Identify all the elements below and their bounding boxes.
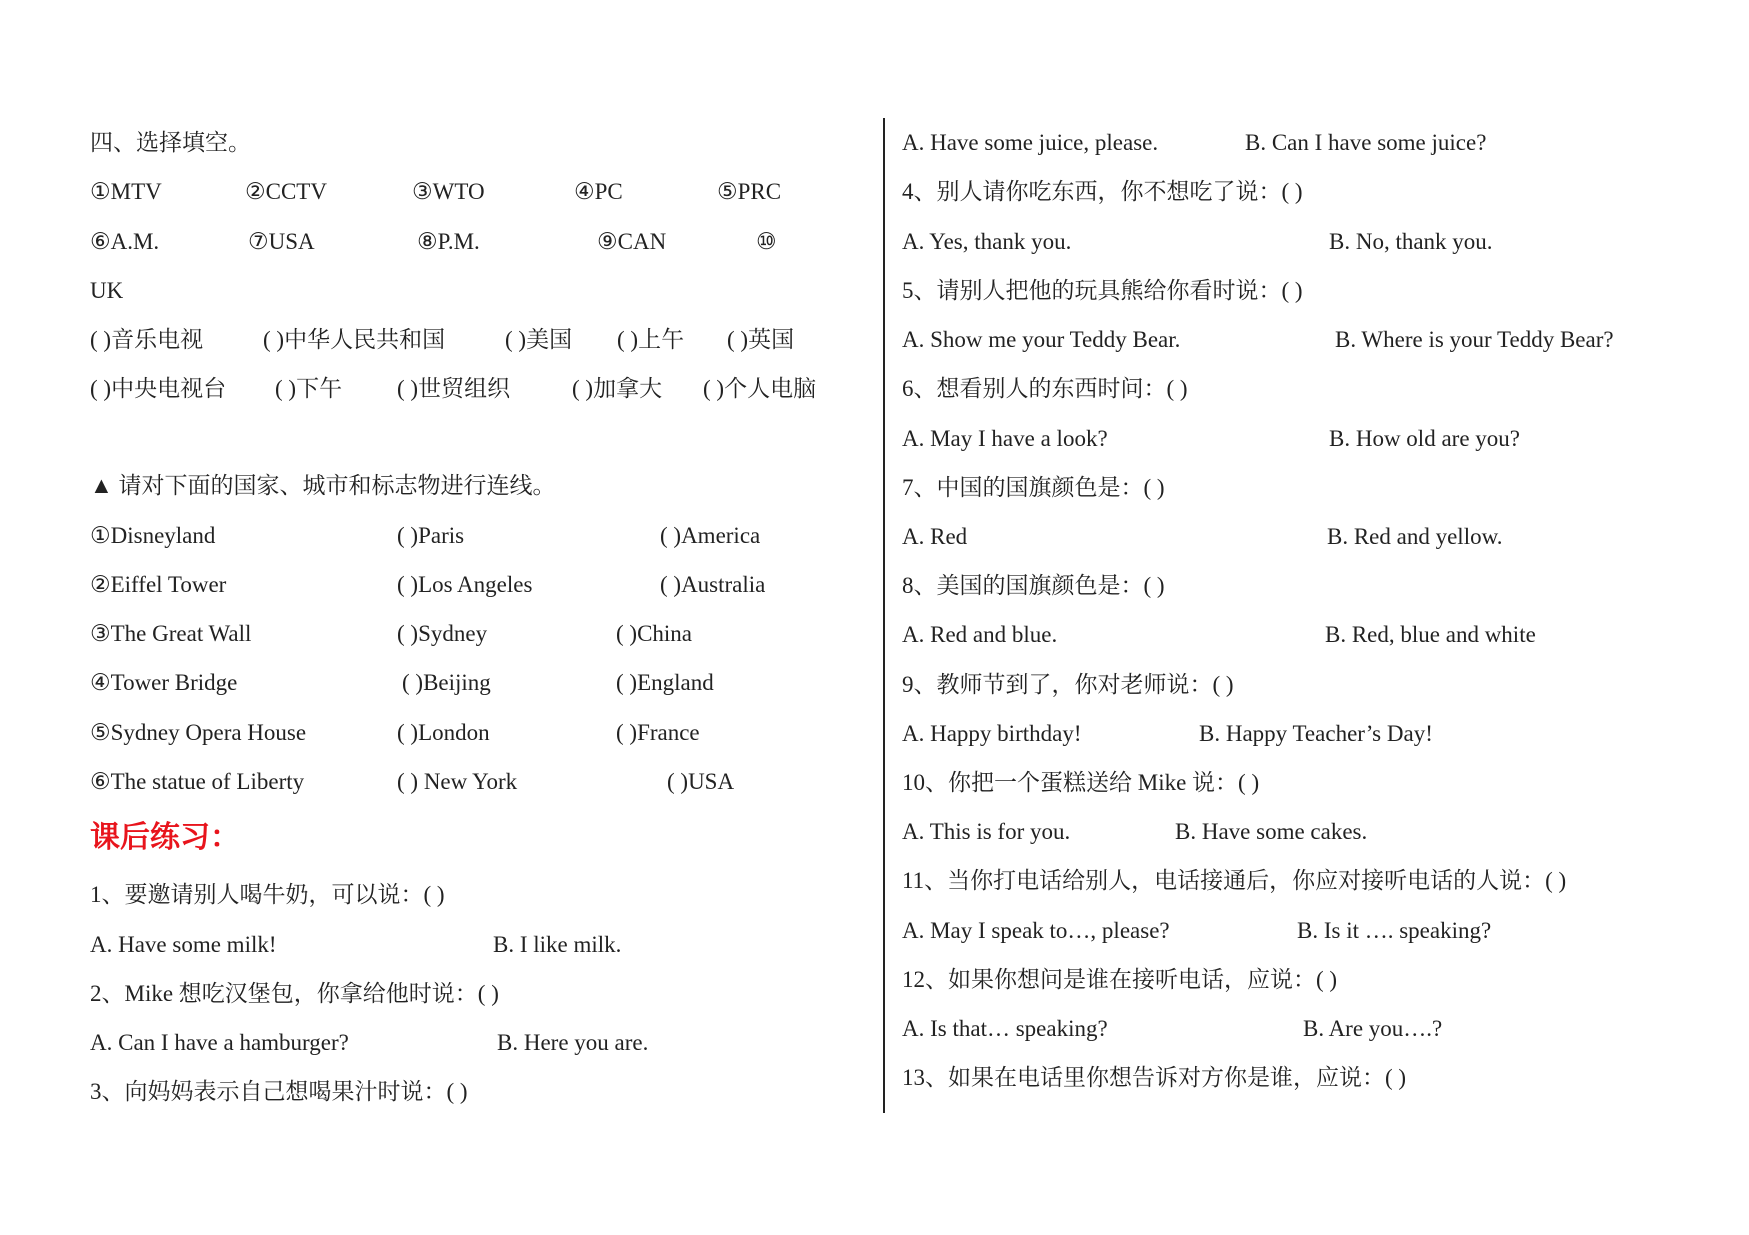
option-b: B. Red, blue and white [1325,622,1536,647]
question: 8、美国的国旗颜色是：( ) [902,573,1165,598]
match-item: ( )Paris [397,523,465,548]
option-a: A. Red and blue. [902,622,1058,647]
question: 7、中国的国旗颜色是：( ) [902,475,1165,500]
fill-blank: ( )上午 [617,327,685,352]
abbrev-item: ⑦USA [248,229,315,254]
match-item: ( )China [616,621,693,646]
abbrev-item: ③WTO [412,179,485,204]
fill-blank: ( )中央电视台 [90,376,227,401]
option-a: A. Have some milk! [90,932,277,957]
option-a: A. May I speak to…, please? [902,918,1170,943]
fill-blank: ( )中华人民共和国 [263,327,446,352]
match-item: ⑤Sydney Opera House [90,720,307,745]
match-item: ( )Australia [660,572,766,597]
match-item: ④Tower Bridge [90,670,238,695]
question: 12、如果你想问是谁在接听电话，应说：( ) [902,967,1338,992]
match-item: ( )Beijing [402,670,491,695]
question: 6、想看别人的东西时问：( ) [902,376,1188,401]
fill-blank: ( )美国 [505,327,573,352]
question: 5、请别人把他的玩具熊给你看时说：( ) [902,278,1303,303]
abbrev-item: ⑥A.M. [90,229,160,254]
option-b: B. Is it …. speaking? [1297,918,1492,943]
option-a: A. Yes, thank you. [902,229,1072,254]
question: 9、教师节到了，你对老师说：( ) [902,672,1234,697]
fill-blank: ( )音乐电视 [90,327,204,352]
option-b: B. Where is your Teddy Bear? [1335,327,1614,352]
question: 4、别人请你吃东西，你不想吃了说：( ) [902,179,1303,204]
question: 3、向妈妈表示自己想喝果汁时说：( ) [90,1079,468,1104]
column-divider [883,118,885,1113]
question: 2、Mike 想吃汉堡包，你拿给他时说：( ) [90,981,499,1006]
match-item: ( )USA [667,769,735,794]
match-item: ③The Great Wall [90,621,252,646]
option-a: A. This is for you. [902,819,1071,844]
question: 13、如果在电话里你想告诉对方你是谁，应说：( ) [902,1065,1407,1090]
option-b: B. How old are you? [1329,426,1520,451]
option-b: B. Happy Teacher’s Day! [1199,721,1433,746]
question: 11、当你打电话给别人，电话接通后，你应对接听电话的人说：( ) [902,868,1567,893]
abbrev-item: ①MTV [90,179,162,204]
match-item: ( )London [397,720,490,745]
option-a: A. May I have a look? [902,426,1108,451]
fill-blank: ( )个人电脑 [703,376,817,401]
abbrev-item: UK [90,278,124,303]
match-item: ( )England [616,670,714,695]
homework-title: 课后练习： [90,821,240,854]
abbrev-item: ⑧P.M. [417,229,480,254]
option-b: B. I like milk. [493,932,622,957]
match-item: ⑥The statue of Liberty [90,769,305,794]
match-item: ( )France [616,720,700,745]
fill-blank: ( )加拿大 [572,376,663,401]
option-b: B. Are you….? [1303,1016,1443,1041]
option-a: A. Red [902,524,968,549]
option-b: B. Red and yellow. [1327,524,1503,549]
option-a: A. Can I have a hamburger? [90,1030,349,1055]
abbrev-item: ④PC [574,179,623,204]
fill-blank: ( )世贸组织 [397,376,511,401]
option-b: B. No, thank you. [1329,229,1493,254]
question: 1、要邀请别人喝牛奶，可以说：( ) [90,882,445,907]
match-title: ▲ 请对下面的国家、城市和标志物进行连线。 [90,473,556,498]
fill-blank: ( )英国 [727,327,795,352]
option-a: A. Happy birthday! [902,721,1082,746]
match-item: ②Eiffel Tower [90,572,227,597]
option-a: A. Show me your Teddy Bear. [902,327,1181,352]
match-item: ( ) New York [397,769,518,794]
match-item: ( )Los Angeles [397,572,533,597]
match-item: ( )Sydney [397,621,488,646]
option-a: A. Have some juice, please. [902,130,1159,155]
option-b: B. Have some cakes. [1175,819,1368,844]
abbrev-item: ⑨CAN [597,229,667,254]
section4-title: 四、选择填空。 [90,130,251,155]
option-b: B. Can I have some juice? [1245,130,1487,155]
abbrev-item: ②CCTV [245,179,327,204]
fill-blank: ( )下午 [275,376,343,401]
option-b: B. Here you are. [497,1030,649,1055]
match-item: ①Disneyland [90,523,216,548]
match-item: ( )America [660,523,761,548]
question: 10、你把一个蛋糕送给 Mike 说：( ) [902,770,1260,795]
abbrev-item: ⑩ [756,229,777,254]
option-a: A. Is that… speaking? [902,1016,1108,1041]
abbrev-item: ⑤PRC [717,179,782,204]
